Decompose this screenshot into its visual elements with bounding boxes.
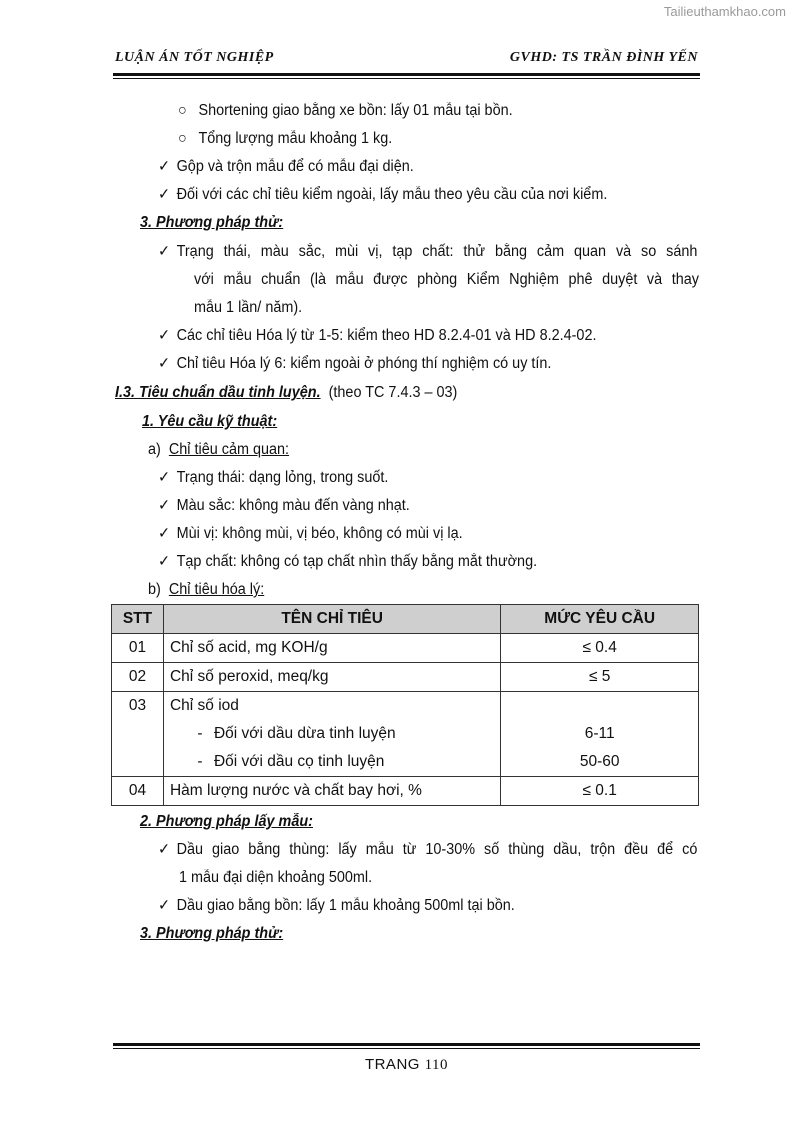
subsection-heading: 2. Phương pháp lấy mẫu:	[140, 813, 313, 830]
list-item: ✓ Mùi vị: không mùi, vị béo, không có mùi vị lạ.	[158, 525, 463, 542]
list-item: ○ Tổng lượng mẫu khoảng 1 kg.	[178, 130, 393, 147]
circle-bullet-icon: ○	[178, 130, 187, 147]
check-icon: ✓	[158, 841, 171, 858]
header-advisor: GVHD: TS TRẦN ĐÌNH YẾN	[509, 50, 698, 65]
check-icon: ✓	[158, 243, 171, 260]
check-icon: ✓	[158, 327, 171, 344]
header-rule-thin	[113, 78, 700, 79]
list-item: ✓ Dầu giao bằng bồn: lấy 1 mẫu khoảng 500ml tại bồn.	[158, 897, 515, 914]
check-icon: ✓	[158, 897, 171, 914]
footer-rule-thin	[113, 1048, 700, 1049]
subsection-heading: 3. Phương pháp thử:	[140, 925, 284, 942]
list-item-continuation: mẫu 1 lần/ năm).	[194, 299, 303, 316]
list-item-continuation: với mẫu chuẩn (là mẫu được phòng Kiểm Nghiệm phê duyệt và thay	[194, 271, 699, 288]
watermark: Tailieuthamkhao.com	[663, 4, 786, 19]
table-row: 01 Chỉ số acid, mg KOH/g ≤ 0.4	[112, 634, 699, 663]
check-icon: ✓	[158, 553, 171, 570]
page-number: TRANG 110	[364, 1056, 449, 1073]
col-header-requirement: MỨC YÊU CẦU	[501, 605, 699, 634]
section-note: (theo TC 7.4.3 – 03)	[328, 384, 458, 401]
spec-table	[111, 604, 699, 806]
list-item: ✓ Tạp chất: không có tạp chất nhìn thấy bằng mắt thường.	[158, 553, 538, 570]
table-header-row	[112, 605, 699, 634]
check-icon: ✓	[158, 186, 171, 203]
subsection-heading: 1. Yêu cầu kỹ thuật:	[142, 413, 278, 430]
check-icon: ✓	[158, 525, 171, 542]
header-rule	[113, 73, 700, 76]
list-item: ✓ Trạng thái, màu sắc, mùi vị, tạp chất: thử bằng cảm quan và so sánh	[158, 243, 698, 260]
list-item: ✓ Trạng thái: dạng lỏng, trong suốt.	[158, 469, 389, 486]
header-thesis-title: LUẬN ÁN TỐT NGHIỆP	[115, 50, 274, 65]
col-header-name: TÊN CHỈ TIÊU	[163, 605, 500, 634]
section-heading: 3. Phương pháp thử:	[140, 214, 284, 231]
circle-bullet-icon: ○	[178, 102, 187, 119]
check-icon: ✓	[158, 158, 171, 175]
check-icon: ✓	[158, 355, 171, 372]
page-header	[113, 48, 700, 72]
list-item: ✓ Đối với các chỉ tiêu kiểm ngoài, lấy mẫu theo yêu cầu của nơi kiểm.	[158, 186, 608, 203]
check-icon: ✓	[158, 497, 171, 514]
footer-rule	[113, 1043, 700, 1046]
section-title	[115, 383, 457, 403]
sub-label: b) Chỉ tiêu hóa lý:	[148, 581, 265, 598]
list-item: ✓ Dầu giao bằng thùng: lấy mẫu từ 10-30% số thùng dầu, trộn đều để có	[158, 841, 698, 858]
list-item: ✓ Chỉ tiêu Hóa lý 6: kiểm ngoài ở phóng thí nghiệm có uy tín.	[158, 355, 552, 372]
table-row: 04 Hàm lượng nước và chất bay hơi, % ≤ 0.1	[112, 777, 699, 806]
section-title-text: I.3. Tiêu chuẩn dầu tinh luyện.	[115, 384, 321, 401]
sub-label: a) Chỉ tiêu cảm quan:	[148, 441, 290, 458]
list-item: ○ Shortening giao bằng xe bồn: lấy 01 mẫu tại bồn.	[178, 102, 513, 119]
table-row: 02 Chỉ số peroxid, meq/kg ≤ 5	[112, 663, 699, 692]
table-row: 03 Chỉ số iod - Đối với dầu dừa tinh luyện - Đối với dầu cọ tinh luyện 6-11 50-60	[112, 692, 699, 777]
list-item-continuation: 1 mẫu đại diện khoảng 500ml.	[179, 869, 373, 886]
list-item: ✓ Các chỉ tiêu Hóa lý từ 1-5: kiểm theo HD 8.2.4-01 và HD 8.2.4-02.	[158, 327, 597, 344]
list-item: ✓ Màu sắc: không màu đến vàng nhạt.	[158, 497, 410, 514]
check-icon: ✓	[158, 469, 171, 486]
col-header-stt: STT	[112, 605, 164, 634]
list-item: ✓ Gộp và trộn mẫu để có mẫu đại diện.	[158, 158, 414, 175]
